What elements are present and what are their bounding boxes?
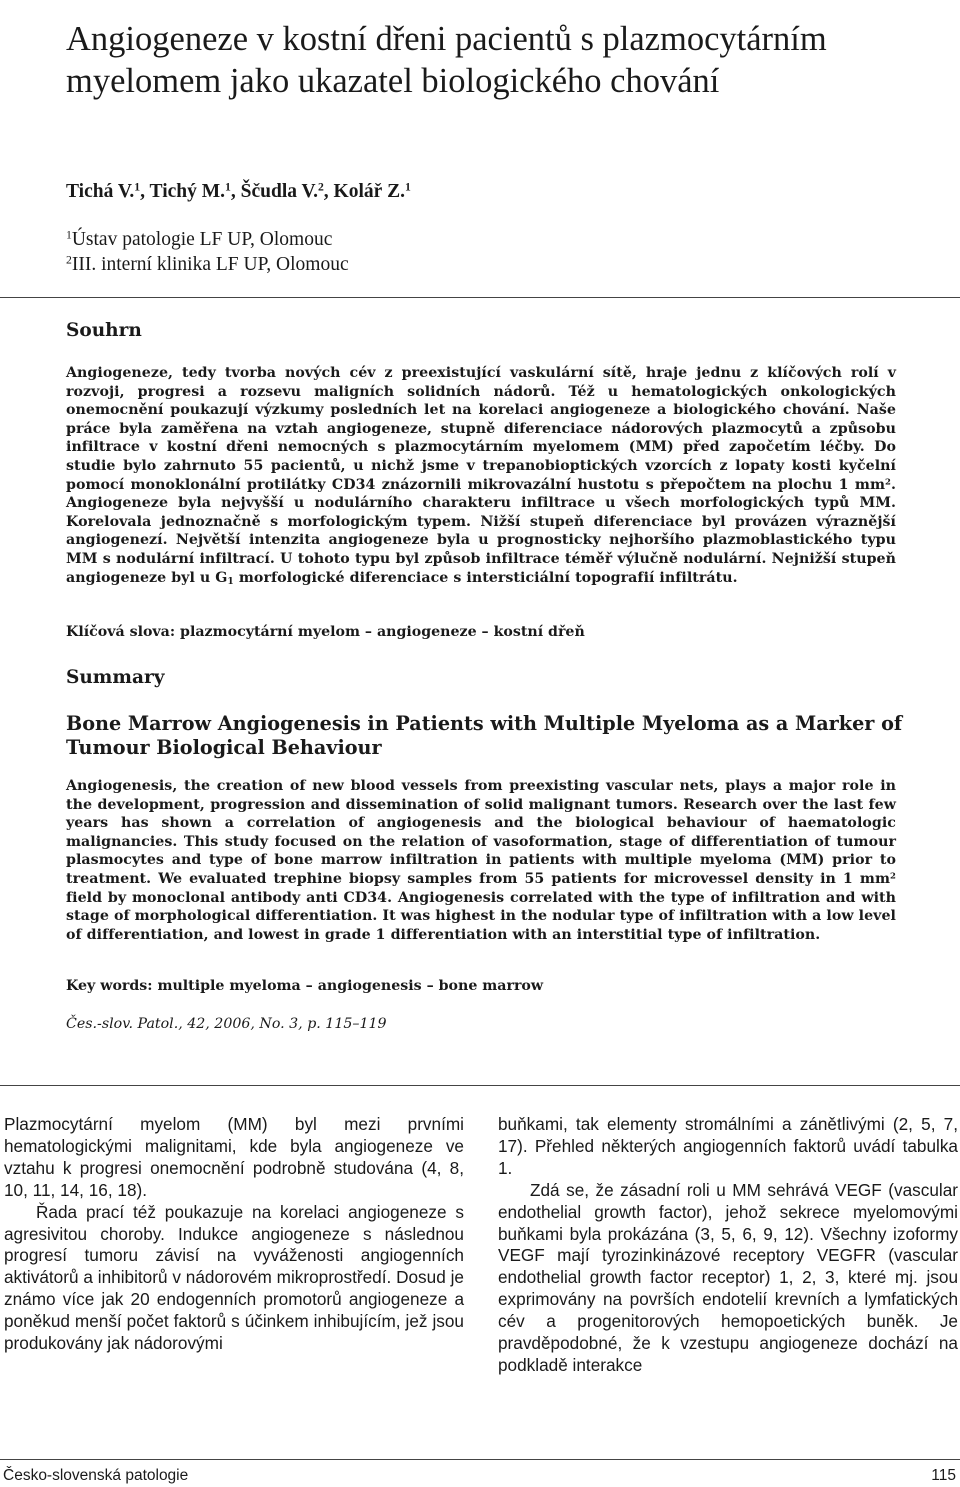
affiliation-line — [66, 227, 349, 252]
keywords-cz: Klíčová slova: plazmocytární myelom – angiogeneze – kostní dřeň — [66, 624, 585, 640]
abstract-text: . Angiogeneze byla nejvyšší u nodulárního charakteru infiltrace u všech morfologických typů MM. Korelovala jednoznačně s morfologickým typem. Nižší stupeň diferenciace byl provázen výraznější angiogenezí. Největší intenzita angiogeneze byla u prognosticky nejhoršího plazmoblastického typu MM s nodulární infiltrací. U tohoto typu byl způsob infiltrace téměř výlučně nodulární. Nejnižší stupeň angiogeneze byl u G — [66, 476, 896, 586]
abstract-text: morfologické diferenciace s intersticiální topografií infiltrátu. — [233, 569, 738, 586]
abstract-superscript: 2 — [890, 871, 896, 882]
summary-heading: Summary — [66, 667, 165, 688]
souhrn-heading: Souhrn — [66, 320, 142, 341]
keywords-en: Key words: multiple myeloma – angiogenesis – bone marrow — [66, 978, 544, 994]
affiliation-mark: 1 — [66, 228, 72, 242]
affiliations — [66, 227, 349, 277]
page-number: 115 — [931, 1467, 956, 1484]
summary-abstract — [66, 777, 896, 944]
english-title: Bone Marrow Angiogenesis in Patients with Multiple Myeloma as a Marker of Tumour Biological Behaviour — [66, 712, 903, 759]
author-name: Kolář Z. — [333, 181, 406, 202]
abstract-superscript: 2 — [885, 476, 891, 487]
divider — [0, 1085, 960, 1086]
journal-name: Česko-slovenská patologie — [3, 1467, 189, 1484]
footer-rule — [0, 1459, 960, 1460]
affiliation-text: Ústav patologie LF UP, Olomouc — [71, 229, 333, 250]
body-column-left — [4, 1114, 464, 1355]
affiliation-mark: 2 — [66, 253, 72, 267]
abstract-text: Angiogeneze, tedy tvorba nových cév z preexistující vaskulární sítě, hraje jednu z klíčových rolí v rozvoji, progresi a rozsevu maligních solidních nádorů. Též u hematologických onkologických onemocnění poukazují výzkumy posledních let na korelaci angiogeneze a biologického chování. Naše práce byla zaměřena na vztah angiogeneze, stupně diferenciace nádorových plazmocytů a způsobu infiltrace v kostní dřeni nemocných s plazmocytárním myelomem (MM) před započetím léčby. Do studie bylo zahrnuto 55 pacientů, u nichž jsme v trepanobioptických vzorcích z lopaty kosti kyčelní pomocí monoklonální protilátky CD34 znázornili mikrovazální hustotu s přepočtem na plochu 1 mm — [66, 365, 896, 493]
souhrn-abstract — [66, 364, 896, 587]
abstract-text: field by monoclonal antibody anti CD34. Angiogenesis correlated with the type of infiltration and with stage of morphological differentiation. It was highest in the nodular type of infiltration with a low level of differentiation, and lowest in grade 1 differentiation with an interstitial type of infiltration. — [66, 889, 896, 943]
affiliation-line — [66, 252, 349, 277]
author-affiliation-mark: 2 — [317, 180, 324, 194]
paragraph: buňkami, tak elementy stromálními a zánětlivými (2, 5, 7, 17). Přehled některých angiogenních faktorů uvádí tabulka 1. — [498, 1114, 958, 1178]
paragraph: Řada prací též poukazuje na korelaci angiogeneze s agresivitou choroby. Indukce angiogeneze s následnou progresí tumoru závisí na vyváženosti angiogenních aktivátorů a inhibitorů v nádorovém mikroprostředí. Dosud je známo více jak 20 endogenních promotorů angiogeneze a poněkud menší počet faktorů s účinkem inhibujícím, jež jsou produkovány jak nádorovými — [4, 1201, 464, 1354]
body-column-right — [498, 1114, 958, 1377]
article-title: Angiogeneze v kostní dřeni pacientů s plazmocytárním myelomem jako ukazatel biologického chování — [66, 20, 827, 100]
author-name: Tichý M. — [149, 181, 226, 202]
author-name: Ščudla V. — [240, 181, 318, 202]
citation: Čes.-slov. Patol., 42, 2006, No. 3, p. 115–119 — [66, 1016, 387, 1032]
paragraph: Zdá se, že zásadní roli u MM sehrává VEGF (vascular endothelial growth factor), jehož sekrece myelomovými buňkami byla prokázána (3, 5, 6, 9, 12). Všechny izoformy VEGF mají tyrozinkinázové receptory VEGFR (vascular endothelial growth factor receptor) 1, 2, 3, které mj. jsou exprimovány na površích endotelií krevních a lymfatických cév a progenitorových hemopoetických buněk. Je pravděpodobné, že k vzestupu angiogeneze dochází na podkladě interakce — [498, 1179, 958, 1375]
author-list — [66, 181, 411, 203]
paragraph: Plazmocytární myelom (MM) byl mezi prvními hematologickými malignitami, kde byla angiogeneze ve vztahu k progresi onemocnění podrobně studována (4, 8, 10, 11, 14, 16, 18). — [4, 1114, 464, 1200]
abstract-subscript: 1 — [227, 575, 234, 587]
author-separator: , — [323, 181, 334, 202]
divider — [0, 297, 960, 298]
author-separator: , — [140, 181, 150, 202]
author-affiliation-mark: 1 — [225, 180, 231, 194]
author-separator: , — [230, 181, 241, 202]
author-name: Tichá V. — [66, 181, 135, 202]
affiliation-text: III. interní klinika LF UP, Olomouc — [71, 254, 349, 275]
author-affiliation-mark: 1 — [405, 180, 411, 194]
abstract-text: Angiogenesis, the creation of new blood vessels from preexisting vascular nets, plays a major role in the development, progression and dissemination of solid malignant tumors. Research over the last few years has shown a correlation of angiogenesis and the biological behaviour of haematologic malignancies. This study focused on the relation of vasoformation, stage of differentiation of tumour plasmocytes and type of bone marrow infiltration in patients with multiple myeloma (MM) prior to treatment. We evaluated trephine biopsy samples from 55 patients for microvessel density in 1 mm — [66, 778, 896, 887]
author-affiliation-mark: 1 — [134, 180, 141, 194]
